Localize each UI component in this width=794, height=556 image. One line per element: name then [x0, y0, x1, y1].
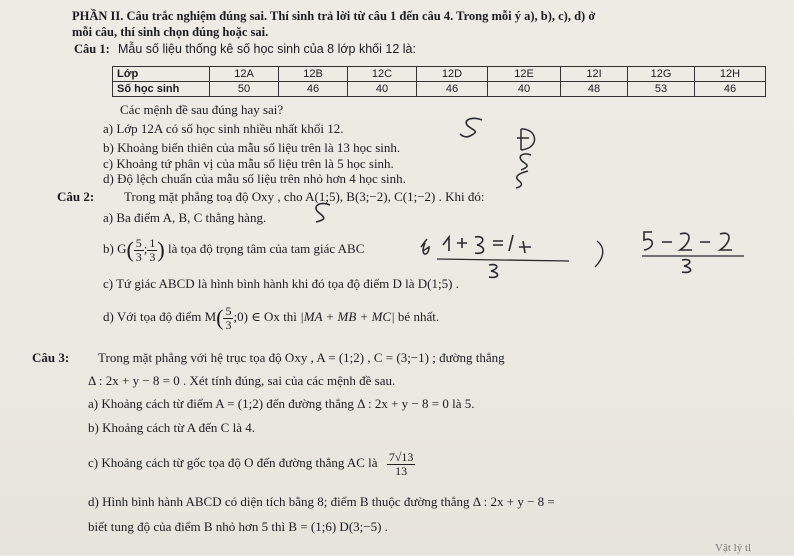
q2-d-mid: thì: [283, 309, 297, 324]
q3-line-2: Δ : 2x + y − 8 = 0 . Xét tính đúng, sai của các mệnh đề sau.: [88, 373, 396, 388]
q1-label: Câu 1:: [74, 42, 110, 56]
q2-label: Câu 2:: [57, 189, 95, 204]
q2-b-den2: 3: [149, 249, 156, 264]
table-cell: 53: [628, 82, 695, 97]
watermark: Vật lý tl: [715, 542, 752, 554]
q2-intro: Trong mặt phẳng toạ độ Oxy , cho A(1;5), B(3;−2), C(1;−2) . Khi đó:: [124, 189, 485, 204]
q3-option-c: [88, 446, 415, 480]
table-cell: 46: [695, 82, 766, 97]
q2-d-vector-sum: |MA + MB + MC|: [300, 309, 395, 324]
q2-b-num1: 5: [135, 235, 142, 250]
q3-option-d-continued: biết tung độ của điểm B nhỏ hơn 5 thì B = (1;6) D(3;−5) .: [88, 519, 388, 534]
q3-intro: Trong mặt phẳng với hệ trục tọa độ Oxy , A = (1;2) , C = (3;−1) ; đường thẳng: [98, 350, 505, 365]
table-cell: 40: [348, 82, 417, 97]
table-cell: 46: [417, 82, 488, 97]
student-count-table: [112, 66, 766, 97]
handwritten-s-mark: [458, 116, 488, 143]
q1-option-d: d) Độ lệch chuẩn của mẫu số liệu trên nhỏ hơn 4 học sinh.: [103, 171, 406, 186]
handwritten-check-mark: [510, 168, 534, 195]
q1-option-b: b) Khoảng biến thiên của mẫu số liệu trên là 13 học sinh.: [103, 140, 401, 155]
q2-d-inox: ;0) ∈ Ox: [233, 309, 280, 324]
q2-b-den1: 3: [135, 249, 142, 264]
q3-option-a: a) Khoảng cách từ điểm A = (1;2) đến đường thẳng Δ : 2x + y − 8 = 0 là 5.: [88, 396, 475, 411]
q2-b-text: là tọa độ trọng tâm của tam giác ABC: [168, 241, 365, 256]
table-cell: 12I: [561, 67, 628, 82]
q3-c-den: 13: [395, 463, 408, 478]
header-line-1: PHẦN II. Câu trắc nghiệm đúng sai. Thí sinh trả lời từ câu 1 đến câu 4. Trong mỗi ý a), b), c), d) ở: [72, 9, 596, 23]
q2-d-den: 3: [225, 317, 232, 332]
handwritten-centroid-work-y: [640, 226, 750, 279]
table-header-cell: Lớp: [113, 67, 210, 82]
handwritten-s-mark: [308, 201, 336, 230]
q1-option-a: a) Lớp 12A có số học sinh nhiều nhất khối 12.: [103, 121, 344, 136]
table-cell: 12A: [210, 67, 279, 82]
q3-c-text: c) Khoảng cách từ gốc tọa độ O đến đường thẳng AC là: [88, 455, 378, 470]
table-cell: 50: [210, 82, 279, 97]
table-cell: 12B: [279, 67, 348, 82]
table-cell: 48: [561, 82, 628, 97]
table-cell: 12H: [695, 67, 766, 82]
table-cell: 40: [488, 82, 561, 97]
table-cell: 12C: [348, 67, 417, 82]
q2-d-num: 5: [225, 303, 232, 318]
q1-intro: Mẫu số liệu thống kê số học sinh của 8 lớp khối 12 là:: [118, 42, 416, 56]
q3-label: Câu 3:: [32, 350, 70, 365]
q2-b-prefix: b) G: [103, 241, 127, 256]
q3-c-num: 7√13: [388, 449, 414, 464]
q2-option-a: a) Ba điểm A, B, C thẳng hàng.: [103, 210, 267, 225]
q3-option-b: b) Khoảng cách từ A đến C là 4.: [88, 420, 255, 435]
q3-option-d: d) Hình bình hành ABCD có diện tích bằng 8; điểm B thuộc đường thẳng Δ : 2x + y − 8 =: [88, 494, 555, 509]
handwritten-centroid-work: [419, 227, 609, 282]
q2-d-prefix: d) Với tọa độ điểm M: [103, 309, 217, 324]
table-cell: 12G: [628, 67, 695, 82]
table-row: [113, 82, 766, 97]
q2-b-num2: 1: [149, 235, 156, 250]
q1-ask: Các mệnh đề sau đúng hay sai?: [120, 102, 284, 117]
q2-option-d: d) Với tọa độ điểm M( $\frac{5}{3}$ ;0) ∈ Ox thì |MA + MB + MC| bé nhất.: [103, 303, 440, 332]
q1-option-c: c) Khoảng tứ phân vị của mẫu số liệu trên là 5 học sinh.: [103, 156, 394, 171]
q2-option-b: b) G( $\frac{5}{3}$ ; $\frac{1}{3}$ ) là tọa độ trọng tâm của tam giác ABC: [103, 235, 365, 264]
header-line-2: mỗi câu, thí sinh chọn đúng hoặc sai.: [72, 25, 269, 39]
table-cell: 12E: [488, 67, 561, 82]
table-header-cell: Số học sinh: [113, 82, 210, 97]
q2-option-c: c) Tứ giác ABCD là hình bình hành khi đó tọa độ điểm D là D(1;5) .: [103, 276, 459, 291]
table-cell: 46: [279, 82, 348, 97]
q2-d-suffix: bé nhất.: [397, 309, 440, 324]
table-row: [113, 67, 766, 82]
table-cell: 12D: [417, 67, 488, 82]
